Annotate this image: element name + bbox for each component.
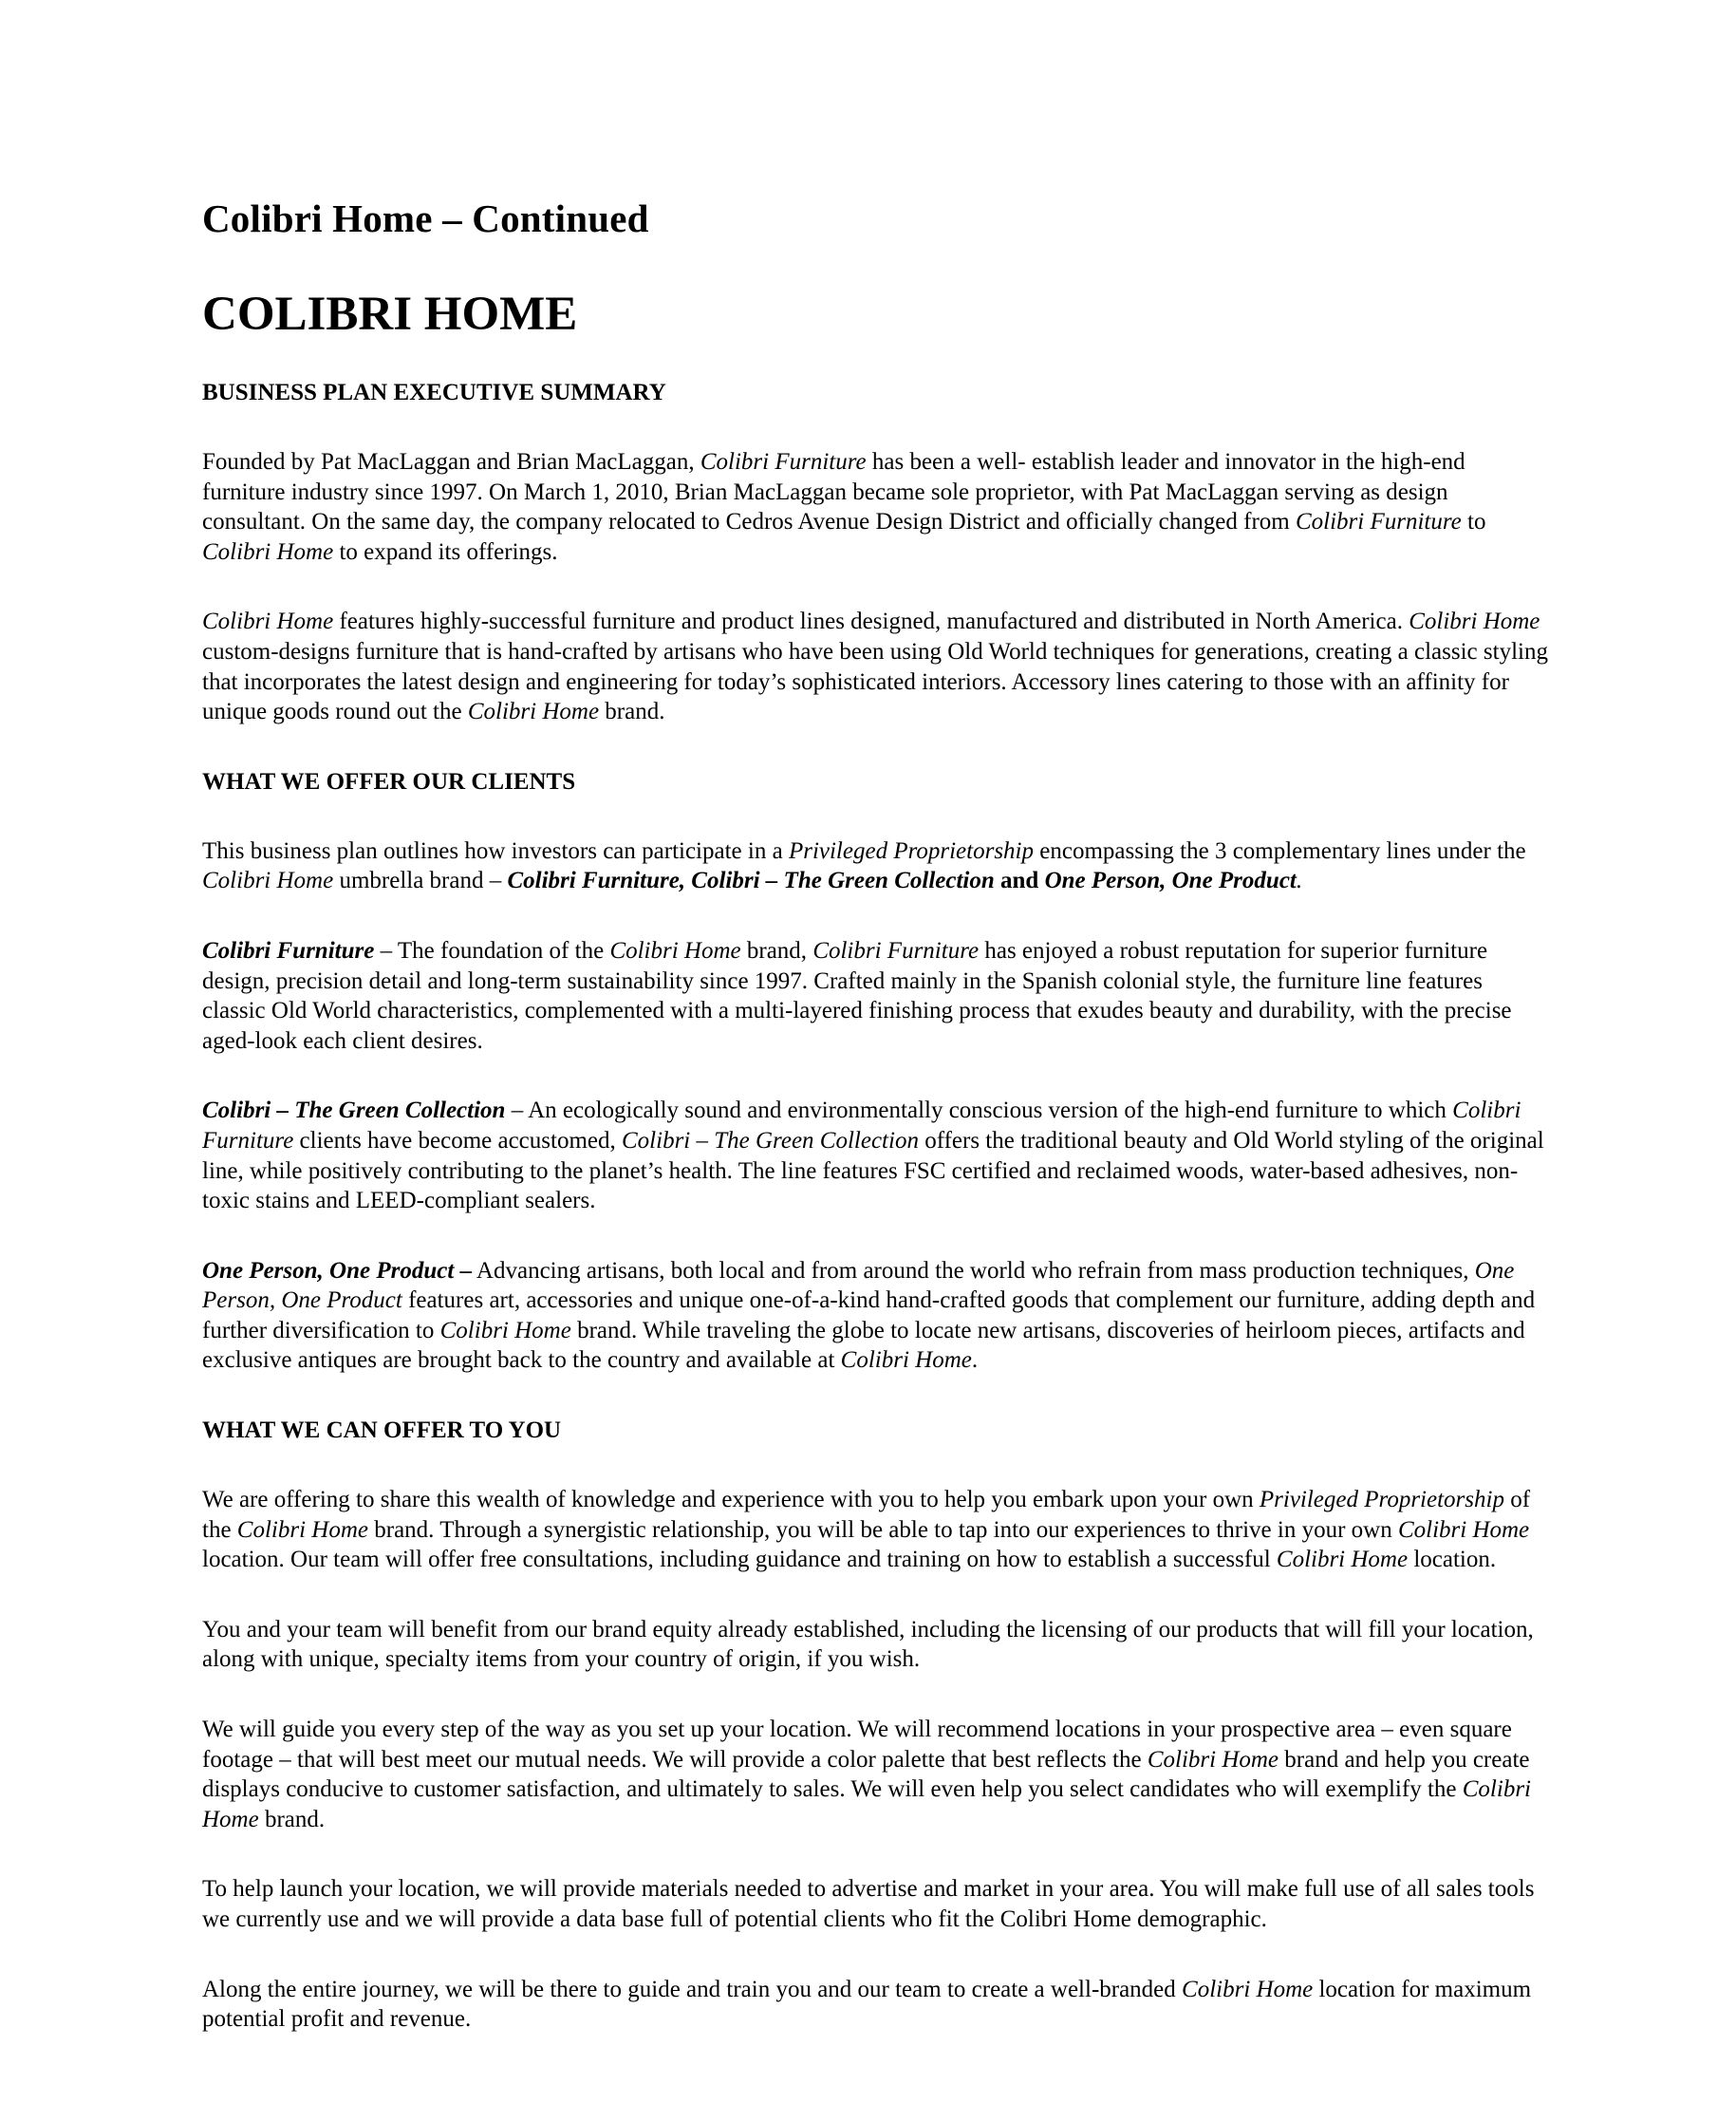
section-paragraphs: [202, 836, 1550, 1376]
paragraph-text: Along the entire journey, we will be there to guide and train you and our team to create a well-branded: [202, 1976, 1183, 2002]
italic-term: Colibri Home: [840, 1347, 972, 1374]
paragraph-text: This business plan outlines how investors can participate in a: [202, 837, 789, 864]
italic-term: Colibri Home: [202, 1776, 1531, 1832]
paragraph-text: – An ecologically sound and environmentally conscious version of the high-end furniture to which: [505, 1098, 1453, 1124]
italic-term: Colibri Home: [439, 1317, 571, 1343]
body-paragraph: [202, 447, 1550, 567]
paragraph-text: brand,: [740, 937, 813, 964]
body-paragraph: [202, 836, 1550, 896]
body-paragraph: [202, 1256, 1550, 1376]
bold-italic-term: Colibri – The Green Collection: [202, 1098, 506, 1124]
section-heading: WHAT WE OFFER OUR CLIENTS: [202, 768, 576, 795]
italic-term: One Person, One Product: [202, 1257, 1515, 1314]
italic-term: Colibri Furniture: [1295, 509, 1462, 535]
running-header: Colibri Home – Continued: [202, 197, 649, 240]
paragraph-text: – The foundation of the: [374, 937, 610, 964]
italic-term: .: [1296, 868, 1303, 894]
paragraph-text: to: [1461, 509, 1486, 535]
paragraph-text: features highly-successful furniture and product lines designed, manufactured and distributed in North America.: [333, 609, 1409, 635]
paragraph-text: brand. Through a synergistic relationship, you will be able to tap into our experiences to thrive in your own: [368, 1516, 1398, 1543]
bold-italic-term: Colibri Furniture: [202, 937, 375, 964]
italic-term: Colibri Home: [202, 868, 334, 894]
paragraph-text: We will guide you every step of the way as you set up your location. We will recommend locations in your prospective area – even square footage – that will best meet our mutual needs. We will provide a color palette that best reflects the: [202, 1717, 1512, 1773]
bold-text: –: [454, 1257, 473, 1284]
body-paragraph: [202, 1615, 1550, 1675]
italic-term: Colibri Furniture: [700, 449, 867, 475]
italic-term: Colibri Home: [236, 1516, 368, 1543]
paragraph-text: location.: [1408, 1547, 1497, 1573]
paragraph-text: offers the traditional beauty and Old World styling of the original line, while positively contributing to the planet’s health. The line features FSC certified and reclaimed woods, water-based adhesives, non-toxic stains and LEED-compliant sealers.: [202, 1127, 1544, 1214]
italic-term: Colibri – The Green Collection: [622, 1127, 919, 1154]
italic-term: Colibri Home: [1182, 1976, 1314, 2002]
section-what-we-can-offer-to-you: [202, 1416, 1550, 2035]
paragraph-text: brand and help you create displays conducive to customer satisfaction, and ultimately to sales. We will even help you select candidates who will exemplify the: [202, 1746, 1530, 1803]
italic-term: Colibri Home: [1276, 1547, 1409, 1573]
italic-term: Privileged Proprietorship: [1259, 1487, 1504, 1513]
paragraph-text: to expand its offerings.: [333, 538, 558, 565]
section-executive-summary: [202, 378, 1550, 727]
body-paragraph: [202, 1874, 1550, 1934]
section-what-we-offer-our-clients: [202, 767, 1550, 1376]
paragraph-text: Founded by Pat MacLaggan and Brian MacLaggan,: [202, 449, 700, 475]
paragraph-text: To help launch your location, we will provide materials needed to advertise and market in your area. You will make full use of all sales tools we currently use and we will provide a data base full of potential clients who fit the Colibri Home demographic.: [202, 1876, 1535, 1932]
paragraph-text: of the: [202, 1487, 1531, 1543]
document-title: COLIBRI HOME: [202, 288, 578, 341]
italic-term: Colibri Home: [1147, 1746, 1279, 1773]
paragraph-text: brand.: [258, 1806, 326, 1832]
paragraph-text: location. Our team will offer free consultations, including guidance and training on how to establish a successful: [202, 1547, 1277, 1573]
paragraph-text: Advancing artisans, both local and from around the world who refrain from mass production techniques,: [472, 1257, 1475, 1284]
paragraph-text: clients have become accustomed,: [293, 1127, 622, 1154]
italic-term: Colibri Home: [609, 937, 741, 964]
italic-term: Colibri Home: [202, 609, 334, 635]
section-paragraphs: [202, 447, 1550, 727]
paragraph-text: umbrella brand –: [333, 868, 508, 894]
paragraph-text: You and your team will benefit from our brand equity already established, including the licensing of our products that will fill your location, along with unique, specialty items from your country of origin, if you wish.: [202, 1616, 1534, 1673]
paragraph-text: features art, accessories and unique one-of-a-kind hand-crafted goods that complement our furniture, adding depth and further diversification to: [202, 1287, 1536, 1343]
document-body: [202, 378, 1550, 2074]
paragraph-text: brand.: [599, 699, 665, 725]
italic-term: Colibri Furniture: [812, 937, 980, 964]
paragraph-text: We are offering to share this wealth of knowledge and experience with you to help you embark upon your own: [202, 1487, 1260, 1513]
paragraph-text: has been a well- establish leader and innovator in the high-end furniture industry since 1997. On March 1, 2010, Brian MacLaggan became sole proprietor, with Pat MacLaggan serving as design consultant. On the same day, the company relocated to Cedros Avenue Design District and officially changed from: [202, 449, 1465, 535]
body-paragraph: [202, 936, 1550, 1056]
bold-text: and: [994, 868, 1045, 894]
paragraph-text: custom-designs furniture that is hand-crafted by artisans who have been using Old World techniques for generations, creating a classic styling that incorporates the latest design and engineering for today’s sophisticated interiors. Accessory lines catering to those with an affinity for unique goods round out the: [202, 638, 1548, 725]
bold-italic-term: One Person, One Product: [202, 1257, 455, 1284]
paragraph-text: location for maximum potential profit and revenue.: [202, 1976, 1532, 2033]
paragraph-text: brand. While traveling the globe to locate new artisans, discoveries of heirloom pieces, artifacts and exclusive antiques are brought back to the country and available at: [202, 1317, 1525, 1374]
paragraph-text: encompassing the 3 complementary lines under the: [1034, 837, 1526, 864]
bold-italic-term: Colibri Furniture, Colibri – The Green Collection: [507, 868, 995, 894]
italic-term: Colibri Home: [202, 538, 334, 565]
body-paragraph: [202, 607, 1550, 726]
italic-term: Colibri Home: [1409, 609, 1540, 635]
paragraph-text: has enjoyed a robust reputation for superior furniture design, precision detail and long-term sustainability since 1997. Crafted mainly in the Spanish colonial style, the furniture line features classic Old World characteristics, complemented with a multi-layered finishing process that exudes beauty and durability, with the precise aged-look each client desires.: [202, 937, 1512, 1054]
paragraph-text: .: [971, 1347, 979, 1374]
section-paragraphs: [202, 1485, 1550, 2035]
body-paragraph: [202, 1975, 1550, 2035]
section-heading: WHAT WE CAN OFFER TO YOU: [202, 1417, 562, 1444]
section-heading: BUSINESS PLAN EXECUTIVE SUMMARY: [202, 380, 666, 405]
italic-term: Colibri Furniture: [202, 1098, 1521, 1154]
italic-term: Colibri Home: [467, 699, 600, 725]
body-paragraph: [202, 1715, 1550, 1834]
body-paragraph: [202, 1096, 1550, 1215]
bold-italic-term: One Person, One Product: [1044, 868, 1297, 894]
italic-term: Colibri Home: [1397, 1516, 1530, 1543]
body-paragraph: [202, 1485, 1550, 1575]
italic-term: Privileged Proprietorship: [788, 837, 1035, 864]
